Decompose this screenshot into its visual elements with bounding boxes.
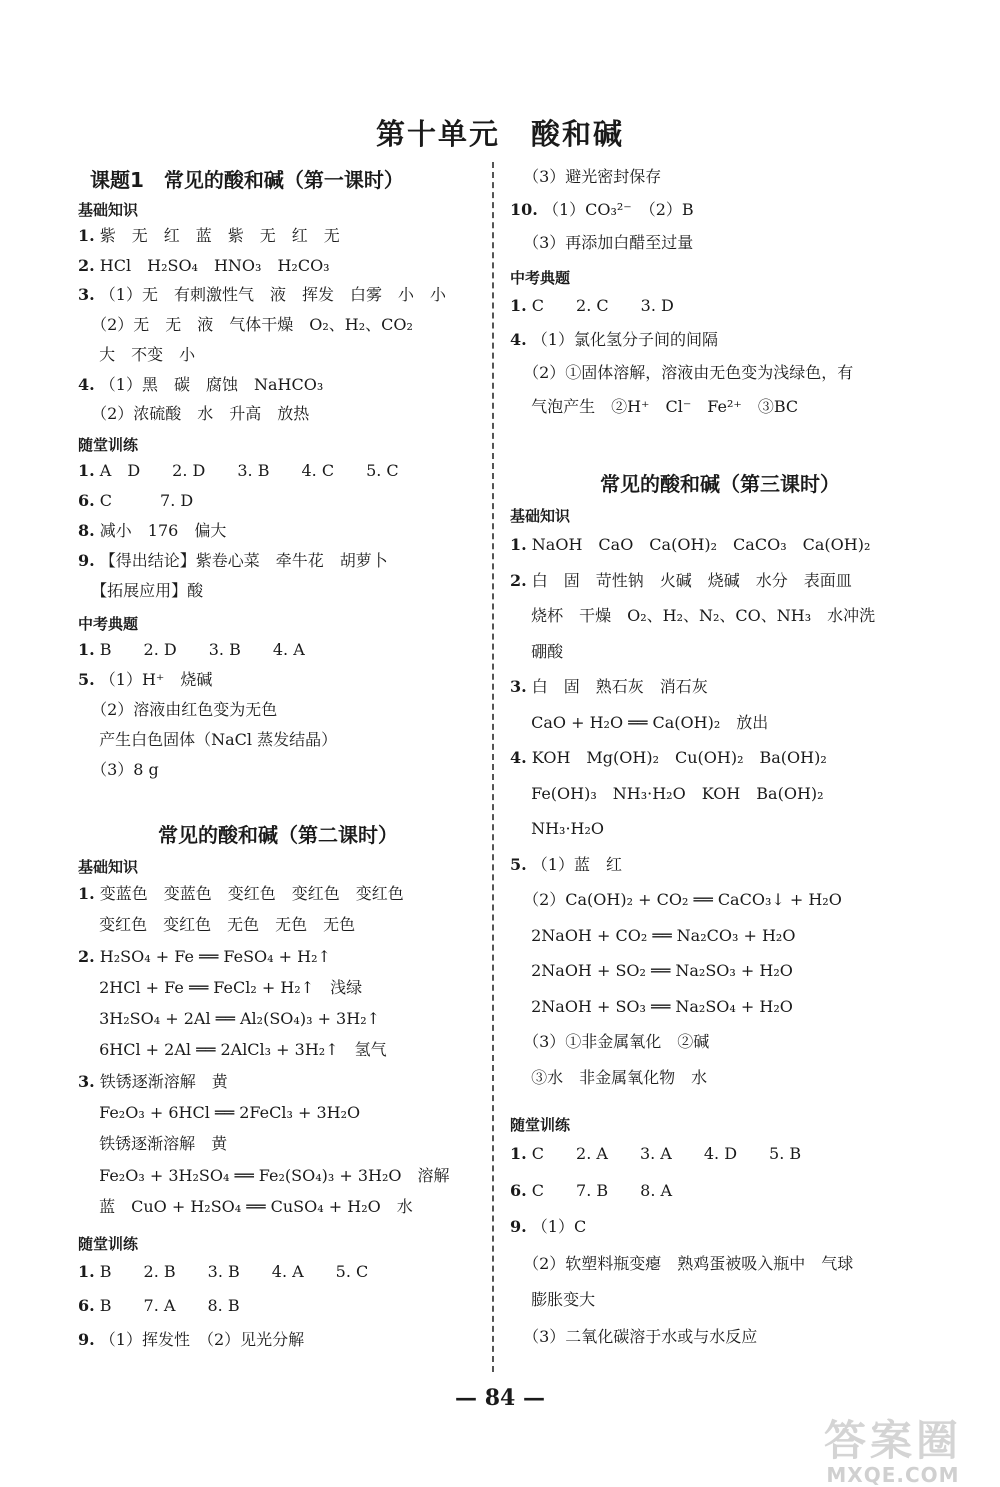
answer-text: （1）C — [531, 1217, 587, 1236]
section-heading: 基础知识 — [78, 858, 139, 876]
section-heading: 中考典题 — [510, 269, 571, 287]
question-number: 1. — [510, 1144, 527, 1163]
lesson-title: 常见的酸和碱（第三课时） — [600, 472, 840, 496]
exam-block — [78, 613, 478, 785]
question-number: 3. — [78, 285, 95, 305]
exam-block — [510, 267, 930, 424]
answer-line — [510, 705, 930, 741]
answer-line — [78, 1160, 478, 1191]
answer-text: C 2. A 3. A 4. D 5. B — [531, 1144, 802, 1163]
answer-line — [78, 695, 478, 725]
answer-text: 2NaOH + SO₂ ══ Na₂SO₃ + H₂O — [515, 961, 793, 980]
answer-line — [78, 546, 478, 576]
question-number: 5. — [78, 670, 95, 689]
question-number: 8. — [78, 521, 95, 540]
answer-text: KOH Mg(OH)₂ Cu(OH)₂ Ba(OH)₂ — [531, 748, 827, 767]
answer-text: 3H₂SO₄ + 2Al ══ Al₂(SO₄)₃ + 3H₂↑ — [83, 1009, 381, 1029]
answer-text: A D 2. D 3. B 4. C 5. C — [99, 461, 399, 480]
lesson-2-section — [78, 821, 478, 849]
answer-line — [510, 1209, 930, 1246]
answer-text: CaO + H₂O ══ Ca(OH)₂ 放出 — [515, 712, 769, 732]
watermark-url: MXQE.COM — [826, 1463, 960, 1487]
question-number: 1. — [78, 461, 95, 480]
answer-line — [78, 1066, 478, 1097]
answer-text: Fe₂O₃ + 6HCl ══ 2FeCl₃ + 3H₂O — [83, 1103, 361, 1123]
answer-text: C 2. C 3. D — [531, 296, 674, 315]
answer-line — [510, 776, 930, 812]
section-heading: 中考典题 — [78, 615, 139, 633]
section-heading: 基础知识 — [78, 201, 139, 219]
section-heading: 随堂训练 — [78, 436, 139, 454]
answer-text: （1）H⁺ 烧碱 — [99, 670, 213, 689]
answer-line — [510, 1319, 930, 1356]
section-heading: 随堂训练 — [510, 1116, 571, 1134]
answer-line — [78, 280, 478, 310]
answer-text: 气泡产生 ②H⁺ Cl⁻ Fe²⁺ ③BC — [515, 397, 799, 417]
answer-text: （3）避光密封保存 — [515, 167, 662, 186]
answer-line — [78, 909, 478, 940]
answer-text: 变蓝色 变蓝色 变红色 变红色 变红色 — [99, 884, 404, 903]
answer-lines — [510, 527, 930, 1095]
answer-text: （3）8 g — [83, 760, 159, 779]
answer-line — [510, 1136, 930, 1173]
question-number: 4. — [78, 374, 95, 394]
answer-line — [510, 289, 930, 323]
answer-line — [78, 486, 478, 516]
answer-line — [510, 356, 930, 390]
answer-lines — [510, 160, 930, 259]
answer-text: （3）再添加白醋至过量 — [515, 233, 694, 252]
answer-lines — [510, 289, 930, 424]
unit-title: 第十单元 酸和碱 — [375, 117, 624, 151]
answer-text: C 7. B 8. A — [531, 1180, 673, 1200]
question-number: 2. — [78, 255, 95, 275]
question-number: 6. — [78, 491, 95, 510]
answer-text: C 7. D — [99, 491, 194, 510]
basic-knowledge-block — [510, 505, 930, 1095]
answer-text: 产生白色固体（NaCl 蒸发结晶） — [83, 730, 338, 749]
answer-line — [510, 160, 930, 193]
answer-text: （3）二氧化碳溶于水或与水反应 — [515, 1326, 758, 1346]
answer-text: 蓝 CuO + H₂SO₄ ══ CuSO₄ + H₂O 水 — [83, 1196, 413, 1216]
answer-text: 膨胀变大 — [515, 1290, 596, 1309]
answer-line — [510, 1024, 930, 1060]
question-number: 5. — [510, 854, 527, 874]
section-heading: 随堂训练 — [78, 1235, 139, 1253]
answer-line — [510, 598, 930, 634]
answer-text: （2）软塑料瓶变瘪 熟鸡蛋被吸入瓶中 气球 — [515, 1253, 854, 1273]
question-number: 9. — [78, 551, 95, 570]
answer-line — [510, 918, 930, 954]
question-number: 1. — [78, 1262, 95, 1281]
answer-text: （2）Ca(OH)₂ + CO₂ ══ CaCO₃↓ + H₂O — [515, 890, 842, 909]
answer-text: B 2. B 3. B 4. A 5. C — [99, 1262, 369, 1281]
question-number: 3. — [78, 1071, 95, 1091]
practice-block — [510, 1114, 930, 1355]
answer-line — [510, 1173, 930, 1210]
answer-line — [510, 527, 930, 563]
basic-knowledge-block — [78, 856, 478, 1222]
question-number: 9. — [78, 1330, 95, 1349]
question-number: 1. — [78, 640, 95, 659]
answer-line — [78, 310, 478, 340]
answer-text: Fe(OH)₃ NH₃·H₂O KOH Ba(OH)₂ — [515, 783, 824, 803]
answer-text: 铁锈逐渐溶解 黄 — [83, 1134, 228, 1154]
section-heading: 基础知识 — [510, 507, 571, 525]
answer-line — [78, 516, 478, 546]
answer-text: 铁锈逐渐溶解 黄 — [99, 1071, 228, 1091]
answer-line — [78, 399, 478, 429]
answer-line — [510, 740, 930, 776]
answer-text: （1）氯化氢分子间的间隔 — [531, 329, 718, 349]
answer-line — [510, 226, 930, 259]
watermark-logo-text: 答案圈 — [823, 1416, 962, 1465]
watermark-logo — [798, 1418, 988, 1486]
answer-line — [510, 1282, 930, 1319]
page-number: — 84 — — [455, 1385, 545, 1411]
answer-text: 2NaOH + CO₂ ══ Na₂CO₃ + H₂O — [515, 925, 796, 945]
answer-text: 减小 176 偏大 — [99, 521, 227, 540]
answer-line — [510, 390, 930, 424]
answer-line — [78, 1289, 478, 1323]
answer-text: 6HCl + 2Al ══ 2AlCl₃ + 3H₂↑ 氢气 — [83, 1040, 387, 1060]
answer-text: （1）黑 碳 腐蚀 NaHCO₃ — [99, 374, 324, 394]
answer-text: 变红色 变红色 无色 无色 无色 — [83, 915, 356, 935]
answer-line — [78, 221, 478, 251]
answer-line — [78, 941, 478, 972]
answer-text: 硼酸 — [515, 641, 564, 661]
answer-line — [78, 1003, 478, 1034]
question-number: 4. — [510, 329, 527, 349]
answer-text: （1）CO₃²⁻ （2）B — [542, 200, 694, 219]
answer-text: （1）挥发性 （2）见光分解 — [99, 1330, 305, 1349]
continued-block — [510, 160, 930, 259]
lesson-title: 课题1 常见的酸和碱（第一课时） — [90, 168, 404, 192]
answer-line — [78, 1034, 478, 1065]
answer-text: 大 不变 小 — [83, 344, 196, 364]
answer-lines — [78, 635, 478, 785]
answer-text: H₂SO₄ + Fe ══ FeSO₄ + H₂↑ — [99, 946, 331, 966]
answer-text: （2）溶液由红色变为无色 — [83, 700, 278, 719]
question-number: 10. — [510, 200, 538, 219]
answer-line — [510, 563, 930, 599]
answer-text: 2HCl + Fe ══ FeCl₂ + H₂↑ 浅绿 — [83, 977, 363, 997]
answer-line — [78, 251, 478, 281]
answer-line — [510, 634, 930, 670]
answer-line — [78, 972, 478, 1003]
answer-text: （1）无 有刺激性气 液 挥发 白雾 小 小 — [99, 285, 446, 305]
answer-text: 【拓展应用】酸 — [83, 581, 204, 600]
answer-text: （2）无 无 液 气体干燥 O₂、H₂、CO₂ — [83, 315, 413, 335]
answer-lines — [78, 1255, 478, 1357]
lesson-3-section — [510, 470, 930, 498]
question-number: 6. — [510, 1180, 527, 1200]
question-number: 1. — [510, 535, 527, 554]
answer-line — [78, 456, 478, 486]
question-number: 4. — [510, 748, 527, 767]
answer-line — [78, 1191, 478, 1222]
answer-line — [78, 1323, 478, 1357]
answer-line — [510, 847, 930, 883]
lesson-1-section — [78, 166, 478, 194]
answer-line — [78, 755, 478, 785]
question-number: 1. — [78, 226, 95, 245]
answer-text: HCl H₂SO₄ HNO₃ H₂CO₃ — [99, 255, 330, 275]
practice-block — [78, 1233, 478, 1357]
answer-text: B 2. D 3. B 4. A — [99, 640, 305, 659]
question-number: 2. — [78, 946, 95, 966]
answer-text: （1）蓝 红 — [531, 854, 622, 874]
answer-text: 白 固 熟石灰 消石灰 — [531, 677, 708, 696]
answer-text: ③水 非金属氧化物 水 — [515, 1067, 708, 1087]
answer-text: Fe₂O₃ + 3H₂SO₄ ══ Fe₂(SO₄)₃ + 3H₂O 溶解 — [83, 1165, 450, 1185]
answer-line — [510, 1246, 930, 1283]
answer-text: NH₃·H₂O — [515, 819, 605, 838]
basic-knowledge-block — [78, 199, 478, 429]
answer-text: 紫 无 红 蓝 紫 无 红 无 — [99, 226, 340, 245]
answer-line — [78, 665, 478, 695]
lesson-title: 常见的酸和碱（第二课时） — [158, 823, 398, 847]
answer-line — [510, 193, 930, 226]
answer-text: （2）①固体溶解，溶液由无色变为浅绿色，有 — [515, 363, 854, 383]
answer-lines — [78, 221, 478, 429]
answer-line — [78, 1097, 478, 1128]
answer-lines — [78, 456, 478, 606]
answer-text: （3）①非金属氧化 ②碱 — [515, 1032, 710, 1051]
practice-block — [78, 434, 478, 606]
answer-line — [510, 953, 930, 989]
answer-line — [510, 882, 930, 918]
question-number: 1. — [510, 296, 527, 315]
question-number: 3. — [510, 677, 527, 696]
question-number: 2. — [510, 570, 527, 590]
answer-line — [78, 370, 478, 400]
answer-line — [78, 576, 478, 606]
answer-line — [78, 1128, 478, 1159]
answer-text: B 7. A 8. B — [99, 1296, 240, 1315]
answer-text: 烧杯 干燥 O₂、H₂、N₂、CO、NH₃ 水冲洗 — [515, 606, 876, 625]
question-number: 6. — [78, 1296, 95, 1315]
answer-line — [510, 323, 930, 357]
answer-text: 2NaOH + SO₃ ══ Na₂SO₄ + H₂O — [515, 996, 793, 1016]
question-number: 9. — [510, 1217, 527, 1236]
answer-line — [510, 669, 930, 705]
answer-text: 【得出结论】紫卷心菜 牵牛花 胡萝卜 — [99, 551, 388, 570]
answer-lines — [510, 1136, 930, 1355]
question-number: 1. — [78, 884, 95, 903]
answer-text: NaOH CaO Ca(OH)₂ CaCO₃ Ca(OH)₂ — [531, 535, 871, 554]
answer-line — [78, 1255, 478, 1289]
answer-line — [510, 811, 930, 847]
answer-line — [510, 989, 930, 1025]
answer-text: （2）浓硫酸 水 升高 放热 — [83, 404, 310, 424]
answer-line — [78, 635, 478, 665]
answer-line — [510, 1060, 930, 1096]
answer-line — [78, 340, 478, 370]
answer-line — [78, 725, 478, 755]
answer-lines — [78, 878, 478, 1222]
column-divider — [492, 162, 494, 1372]
answer-text: 白 固 苛性钠 火碱 烧碱 水分 表面皿 — [531, 570, 852, 590]
answer-line — [78, 878, 478, 909]
